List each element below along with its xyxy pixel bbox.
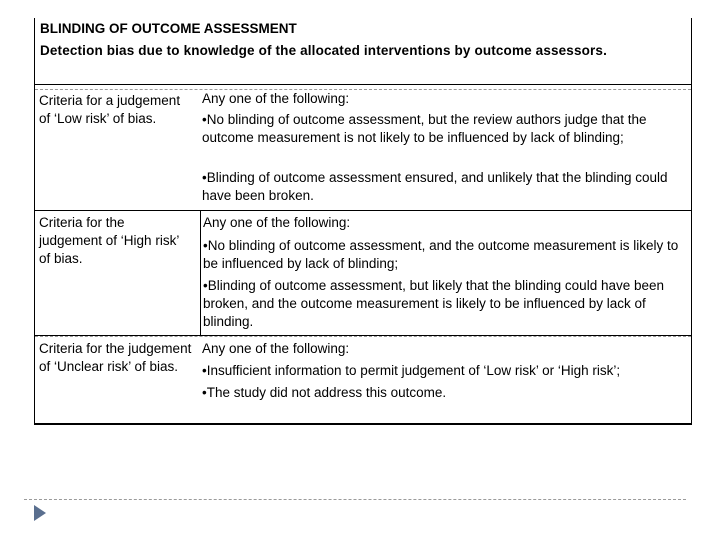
intro-high-risk: Any one of the following: — [203, 215, 351, 230]
intro-low-risk: Any one of the following: — [202, 91, 350, 106]
footer-divider — [24, 499, 686, 500]
details-high-risk — [200, 211, 686, 335]
details-low-risk — [200, 89, 686, 210]
item-unclear-risk-1: •Insufficient information to permit judgement of ‘Low risk’ or ‘High risk’; — [202, 363, 621, 378]
header-title: BLINDING OF OUTCOME ASSESSMENT — [40, 21, 297, 36]
table-row-high-risk — [35, 211, 691, 336]
item-high-risk-2: •Blinding of outcome assessment, but likely that the blinding could have been broken, and the outcome measurement is likely to be influenced by lack of blinding. — [203, 278, 665, 329]
risk-of-bias-table — [34, 18, 692, 425]
intro-unclear-risk: Any one of the following: — [202, 341, 350, 356]
table-header — [35, 18, 691, 85]
criteria-high-risk: Criteria for the judgement of ‘High risk’ of bias. — [39, 215, 179, 266]
criteria-unclear-risk: Criteria for the judgement of ‘Unclear risk’ of bias. — [39, 341, 192, 374]
details-unclear-risk — [200, 336, 686, 423]
row-divider-dashed — [35, 336, 691, 337]
item-low-risk-1: •No blinding of outcome assessment, but the review authors judge that the outcome measurement is not likely to be influenced by lack of blinding; — [202, 112, 647, 145]
next-slide-arrow-icon[interactable] — [34, 505, 46, 521]
item-high-risk-1: •No blinding of outcome assessment, and the outcome measurement is likely to be influenced by lack of blinding; — [203, 238, 679, 271]
table-row-unclear-risk — [35, 336, 691, 423]
item-unclear-risk-2: •The study did not address this outcome. — [202, 385, 447, 400]
header-subtitle: Detection bias due to knowledge of the allocated interventions by outcome assessors. — [40, 43, 607, 58]
table-row-low-risk — [35, 89, 691, 211]
item-low-risk-2: •Blinding of outcome assessment ensured, and unlikely that the blinding could have been broken. — [202, 170, 668, 203]
criteria-low-risk: Criteria for a judgement of ‘Low risk’ of bias. — [39, 93, 181, 126]
